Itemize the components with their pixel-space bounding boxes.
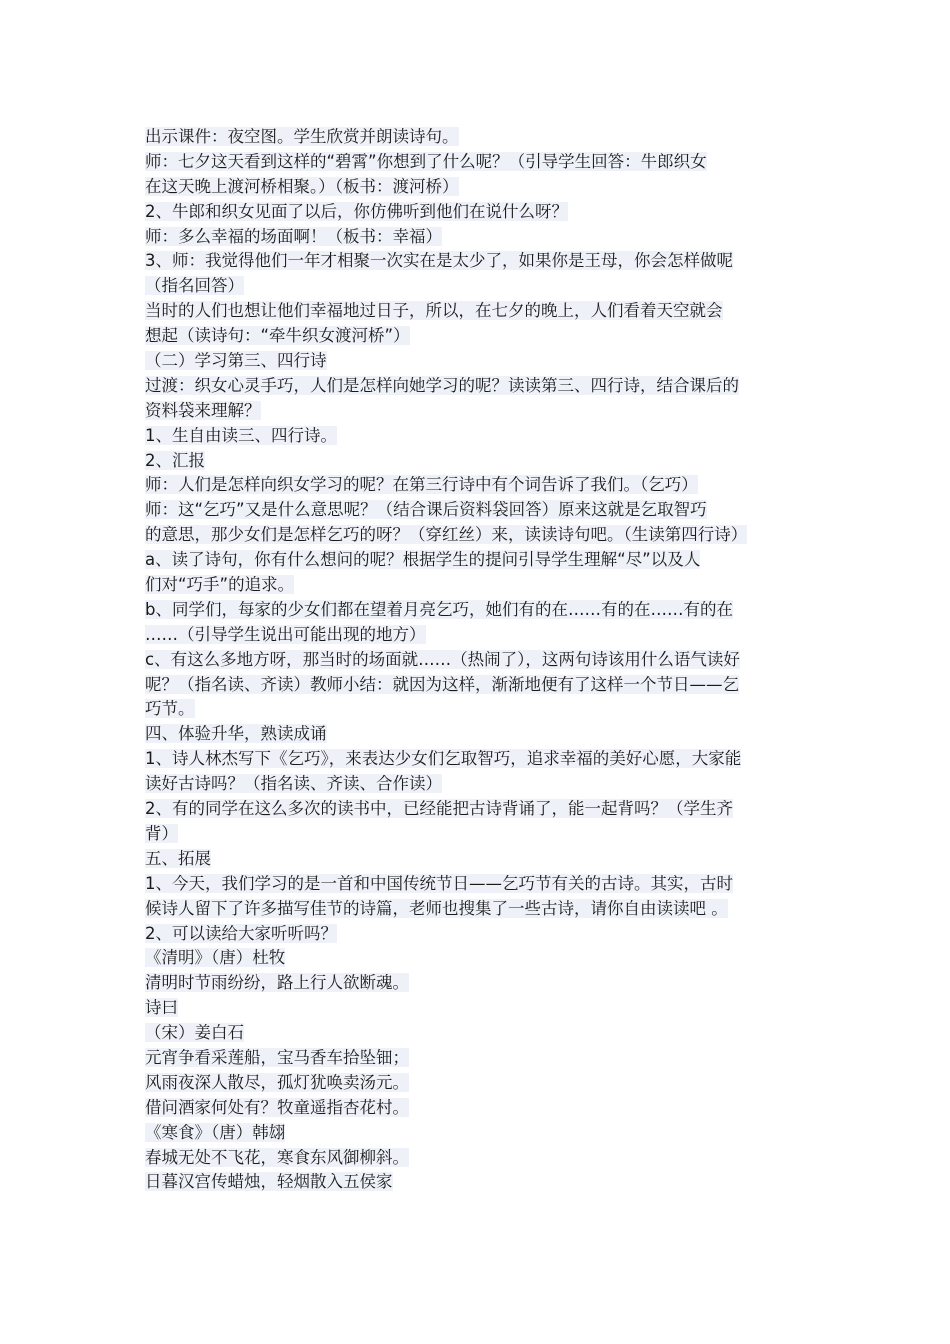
- text-line-18: [145, 548, 815, 573]
- text-line-4: [145, 200, 815, 225]
- text-line-20-content: b、同学们，每家的少女们都在望着月亮乞巧，她们有的在……有的在……有的在: [145, 599, 733, 619]
- text-line-34-content: 《清明》（唐）杜牧: [145, 948, 286, 968]
- text-line-11-content: 过渡：织女心灵手巧，人们是怎样向她学习的呢？读读第三、四行诗，结合课后的: [145, 375, 739, 395]
- text-line-3-content: 在这天晚上渡河桥相聚。）（板书：渡河桥）: [145, 176, 459, 196]
- text-line-38: [145, 1046, 815, 1071]
- text-line-27: [145, 772, 815, 797]
- text-line-30-content: 五、拓展: [145, 848, 211, 868]
- text-line-36: [145, 996, 815, 1021]
- text-line-26-content: 1、诗人林杰写下《乞巧》，来表达少女们乞取智巧，追求幸福的美好心愿，大家能: [145, 749, 742, 769]
- text-line-5: [145, 225, 815, 250]
- text-line-13: [145, 424, 815, 449]
- text-line-41-content: 《寒食》（唐）韩翃: [145, 1122, 286, 1142]
- text-line-12-content: 资料袋来理解？: [145, 400, 261, 420]
- text-line-35-content: 清明时节雨纷纷，路上行人欲断魂。: [145, 973, 409, 993]
- text-line-15: [145, 473, 815, 498]
- text-line-24: [145, 697, 815, 722]
- text-line-18-content: a、读了诗句，你有什么想问的呢？根据学生的提问引导学生理解“尽”以及人: [145, 550, 701, 570]
- text-line-31: [145, 872, 815, 897]
- text-line-16-content: 师：这“乞巧”又是什么意思呢？（结合课后资料袋回答）原来这就是乞取智巧: [145, 500, 707, 520]
- text-line-31-content: 1、今天，我们学习的是一首和中国传统节日——乞巧节有关的古诗。其实，古时: [145, 873, 733, 893]
- text-line-19-content: 们对“巧手”的追求。: [145, 575, 295, 595]
- text-line-29: [145, 822, 815, 847]
- text-line-22-content: c、有这么多地方呀，那当时的场面就……（热闹了），这两句诗该用什么语气读好: [145, 649, 740, 669]
- text-line-1-content: 出示课件：夜空图。学生欣赏并朗读诗句。: [145, 127, 459, 146]
- text-line-23: [145, 673, 815, 698]
- text-line-12: [145, 399, 815, 424]
- document-page: [145, 125, 815, 1195]
- text-line-40: [145, 1096, 815, 1121]
- text-line-24-content: 巧节。: [145, 699, 195, 719]
- text-line-17-content: 的意思，那少女们是怎样乞巧的呀？（穿红丝）来，读读诗句吧。（生读第四行诗）: [145, 525, 748, 545]
- text-line-39-content: 风雨夜深人散尽，孤灯犹唤卖汤元。: [145, 1072, 409, 1092]
- text-line-6-content: 3、师：我觉得他们一年才相聚一次实在是太少了，如果你是王母，你会怎样做呢: [145, 251, 733, 271]
- text-line-10: [145, 349, 815, 374]
- text-line-37: [145, 1021, 815, 1046]
- text-line-8-content: 当时的人们也想让他们幸福地过日子，所以，在七夕的晚上，人们看着天空就会: [145, 301, 723, 321]
- text-line-39: [145, 1071, 815, 1096]
- text-line-42-content: 春城无处不飞花，寒食东风御柳斜。: [145, 1147, 409, 1167]
- text-line-7-content: （指名回答）: [145, 276, 244, 296]
- text-line-14: [145, 449, 815, 474]
- text-line-43-content: 日暮汉宫传蜡烛，轻烟散入五侯家: [145, 1172, 393, 1192]
- text-line-36-content: 诗曰: [145, 998, 178, 1018]
- text-line-21: [145, 623, 815, 648]
- text-line-3: [145, 175, 815, 200]
- text-line-26: [145, 747, 815, 772]
- text-line-6: [145, 249, 815, 274]
- text-line-37-content: （宋）姜白石: [145, 1023, 244, 1043]
- text-line-16: [145, 498, 815, 523]
- text-line-19: [145, 573, 815, 598]
- text-line-25: [145, 722, 815, 747]
- text-line-29-content: 背）: [145, 823, 178, 843]
- text-line-21-content: ……（引导学生说出可能出现的地方）: [145, 624, 426, 644]
- text-line-15-content: 师：人们是怎样向织女学习的呢？在第三行诗中有个词告诉了我们。（乞巧）: [145, 475, 698, 495]
- text-line-43: [145, 1170, 815, 1195]
- text-line-30: [145, 847, 815, 872]
- text-line-11: [145, 374, 815, 399]
- text-line-28: [145, 797, 815, 822]
- text-line-2: [145, 150, 815, 175]
- text-line-33-content: 2、可以读给大家听听吗？: [145, 923, 337, 943]
- text-line-5-content: 师：多么幸福的场面啊！（板书：幸福）: [145, 226, 442, 246]
- text-line-42: [145, 1146, 815, 1171]
- text-line-14-content: 2、汇报: [145, 450, 205, 470]
- text-line-2-content: 师：七夕这天看到这样的“碧霄”你想到了什么呢？（引导学生回答：牛郎织女: [145, 151, 707, 171]
- text-line-1: [145, 125, 815, 150]
- text-line-28-content: 2、有的同学在这么多次的读书中，已经能把古诗背诵了，能一起背吗？（学生齐: [145, 799, 733, 819]
- text-line-34: [145, 946, 815, 971]
- text-line-35: [145, 971, 815, 996]
- text-line-9-content: 想起（读诗句：“牵牛织女渡河桥”）: [145, 326, 410, 346]
- text-line-32: [145, 897, 815, 922]
- text-line-10-content: （二）学习第三、四行诗: [145, 351, 327, 371]
- text-line-13-content: 1、生自由读三、四行诗。: [145, 425, 337, 445]
- text-line-22: [145, 648, 815, 673]
- text-line-41: [145, 1121, 815, 1146]
- text-line-20: [145, 598, 815, 623]
- text-line-40-content: 借问酒家何处有？牧童遥指杏花村。: [145, 1097, 409, 1117]
- text-line-17: [145, 523, 815, 548]
- text-line-32-content: 候诗人留下了许多描写佳节的诗篇，老师也搜集了一些古诗，请你自由读读吧 。: [145, 898, 728, 918]
- text-line-38-content: 元宵争看采莲船，宝马香车拾坠钿；: [145, 1047, 409, 1067]
- text-line-4-content: 2、牛郎和织女见面了以后，你仿佛听到他们在说什么呀？: [145, 201, 568, 221]
- text-line-23-content: 呢？（指名读、齐读）教师小结：就因为这样，渐渐地便有了这样一个节日——乞: [145, 674, 739, 694]
- text-line-9: [145, 324, 815, 349]
- text-line-33: [145, 922, 815, 947]
- text-line-25-content: 四、体验升华，熟读成诵: [145, 724, 327, 744]
- text-line-7: [145, 274, 815, 299]
- text-line-27-content: 读好古诗吗？（指名读、齐读、合作读）: [145, 774, 442, 794]
- text-line-8: [145, 299, 815, 324]
